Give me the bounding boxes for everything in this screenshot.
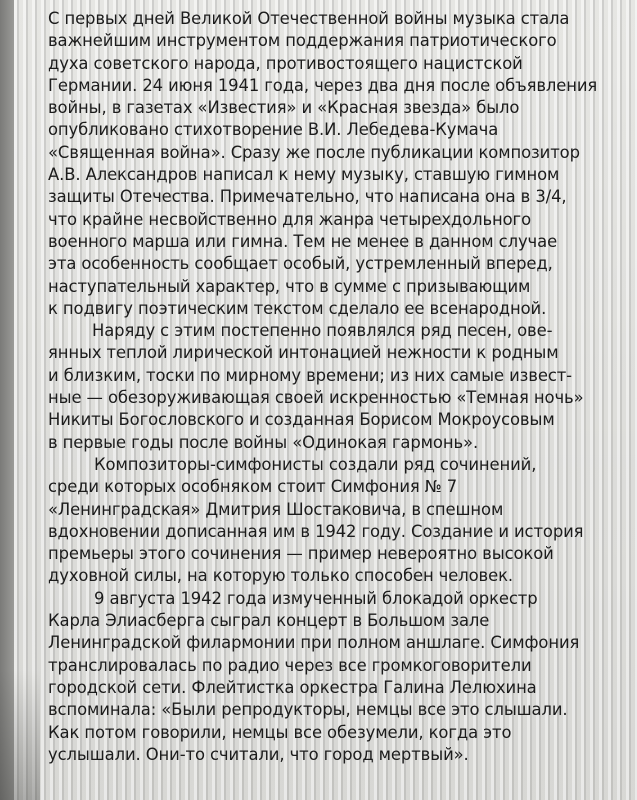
paragraph-4 bbox=[48, 588, 628, 766]
corner-shadow bbox=[0, 670, 40, 800]
text-line: янных теплой лирической интонацией нежности к родным bbox=[48, 343, 559, 363]
text-line: наступательный характер, что в сумме с призывающим bbox=[48, 276, 531, 296]
text-line: важнейшим инструментом поддержания патриотического bbox=[48, 31, 557, 51]
paragraph-2 bbox=[48, 320, 628, 454]
text-line: эта особенность сообщает особый, устремленный вперед, bbox=[48, 254, 553, 274]
text-line: и близким, тоски по мирному времени; из них самые извест- bbox=[48, 365, 572, 385]
text-line: Наряду с этим постепенно появлялся ряд песен, ове- bbox=[92, 321, 553, 341]
text-line: в первые годы после войны «Одинокая гармонь». bbox=[48, 432, 479, 452]
text-line: Как потом говорили, немцы все обезумели, когда это bbox=[48, 722, 512, 742]
text-line: вспоминала: «Были репродукторы, немцы все это слышали. bbox=[48, 700, 568, 720]
text-line: городской сети. Флейтистка оркестра Галина Лелюхина bbox=[48, 677, 537, 697]
exhibit-text bbox=[48, 8, 628, 766]
text-line: услышали. Они-то считали, что город мертвый». bbox=[48, 744, 469, 764]
text-line: вдохновении дописанная им в 1942 году. Создание и история bbox=[48, 521, 584, 541]
text-line: Ленинградской филармонии при полном аншлаге. Симфония bbox=[48, 633, 580, 653]
text-line: Никиты Богословского и созданная Борисом Мокроусовым bbox=[48, 410, 555, 430]
text-line: защиты Отечества. Примечательно, что написана она в 3/4, bbox=[48, 187, 567, 207]
paragraph-3 bbox=[48, 454, 628, 588]
text-line: опубликовано стихотворение В.И. Лебедева-Кумача bbox=[48, 120, 499, 140]
text-line: духовной силы, на которую только способен человек. bbox=[48, 566, 514, 586]
text-line: С первых дней Великой Отечественной войны музыка стала bbox=[48, 9, 570, 28]
paragraph-1 bbox=[48, 8, 628, 320]
text-line: «Священная война». Сразу же после публикации композитор bbox=[48, 142, 580, 162]
text-line: ные — обезоруживающая своей искренностью «Темная ночь» bbox=[48, 388, 584, 408]
text-line: войны, в газетах «Известия» и «Красная звезда» было bbox=[48, 98, 520, 118]
text-line: что крайне несвойственно для жанра четырехдольного bbox=[48, 209, 531, 229]
text-line: Композиторы-симфонисты создали ряд сочинений, bbox=[94, 454, 537, 474]
text-line: «Ленинградская» Дмитрия Шостаковича, в спешном bbox=[48, 499, 504, 519]
text-line: Карла Элиасберга сыграл концерт в Большом зале bbox=[48, 611, 490, 631]
text-line: премьеры этого сочинения — пример невероятно высокой bbox=[48, 544, 554, 564]
text-line: среди которых особняком стоит Симфония № 7 bbox=[48, 477, 458, 497]
text-line: А.В. Александров написал к нему музыку, ставшую гимном bbox=[48, 165, 560, 185]
text-line: Германии. 24 июня 1941 года, через два дня после объявления bbox=[48, 75, 598, 95]
text-line: транслировалась по радио через все громкоговорители bbox=[48, 655, 532, 675]
text-line: к подвигу поэтическим текстом сделало ее всенародной. bbox=[48, 298, 547, 318]
text-line: 9 августа 1942 года измученный блокадой оркестр bbox=[94, 588, 538, 608]
text-line: военного марша или гимна. Тем не менее в данном случае bbox=[48, 231, 558, 251]
text-line: духа советского народа, противостоящего нацистской bbox=[48, 53, 523, 73]
